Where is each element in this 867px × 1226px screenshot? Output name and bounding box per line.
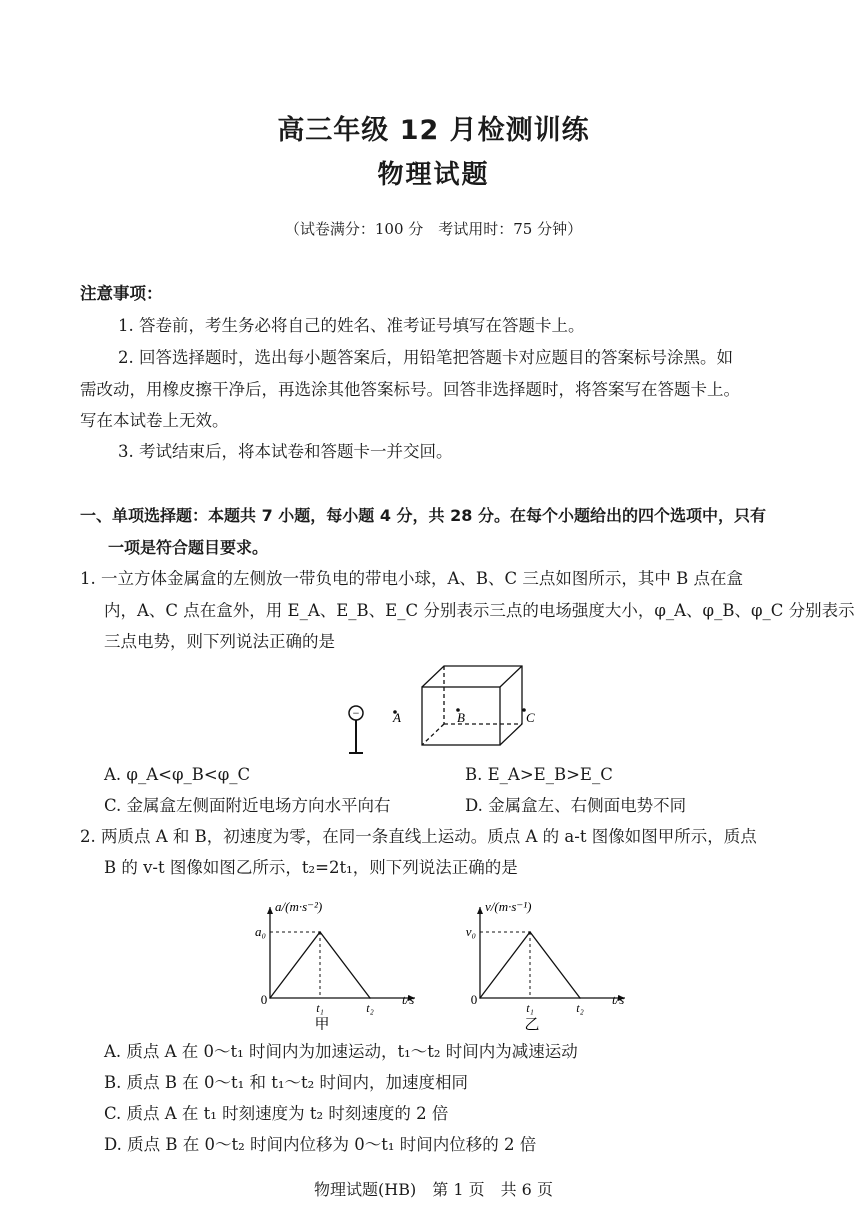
metal-box (422, 666, 522, 745)
charge-sign: − (352, 706, 360, 720)
exam-title: 高三年级 12 月检测训练 (277, 115, 590, 146)
section-1-heading-line-2: 一项是符合题目要求。 (108, 538, 269, 557)
q1-option-d: D. 金属盒左、右侧面电势不同 (465, 796, 687, 815)
q2-option-a: A. 质点 A 在 0～t₁ 时间内为加速运动，t₁～t₂ 时间内为减速运动 (104, 1042, 578, 1061)
q1-option-a: A. φ_A<φ_B<φ_C (104, 765, 251, 784)
q2-stem-line-2: B 的 v-t 图像如图乙所示，t₂=2t₁，则下列说法正确的是 (104, 858, 518, 877)
data-point (369, 997, 371, 999)
q1-stem-line-2: 内，A、C 点在盒外，用 E_A、E_B、E_C 分别表示三点的电场强度大小，φ_A、φ_B、φ_C 分别表示 (104, 601, 855, 620)
exam-info: （试卷满分：100 分 考试用时：75 分钟） (284, 220, 583, 238)
chart-yi (460, 895, 640, 1030)
point-a-label: A (393, 710, 401, 725)
q1-figure (340, 660, 560, 760)
chart-caption: 甲 (314, 1017, 330, 1030)
data-point (479, 997, 481, 999)
exam-subtitle: 物理试题 (377, 160, 490, 190)
x-axis-label: t/s (612, 992, 625, 1007)
y-tick-label: a₀ (254, 924, 266, 939)
x-tick-label: t₂ (576, 1001, 584, 1015)
x-tick-label: t₁ (316, 1001, 324, 1015)
y-axis-arrow (267, 907, 273, 914)
q1-option-b: B. E_A>E_B>E_C (465, 765, 613, 784)
notice-item-2-line-3: 写在本试卷上无效。 (80, 411, 229, 430)
point-b-label: B (457, 710, 465, 725)
y-axis-label: a/(m·s⁻²) (275, 899, 323, 914)
x-tick-label: t₂ (366, 1001, 374, 1015)
q1-stem-line-1: 1. 一立方体金属盒的左侧放一带负电的带电小球，A、B、C 三点如图所示，其中 B 点在盒 (80, 569, 744, 588)
notice-item-2-line-2: 需改动，用橡皮擦干净后，再选涂其他答案标号。回答非选择题时，将答案写在答题卡上。 (80, 380, 740, 399)
notice-item-1: 1. 答卷前，考生务必将自己的姓名、准考证号填写在答题卡上。 (118, 316, 585, 335)
data-point (269, 997, 271, 999)
q2-option-d: D. 质点 B 在 0～t₂ 时间内位移为 0～t₁ 时间内位移的 2 倍 (104, 1135, 537, 1154)
data-point (579, 997, 581, 999)
q2-option-c: C. 质点 A 在 t₁ 时刻速度为 t₂ 时刻速度的 2 倍 (104, 1104, 449, 1123)
point-c-label: C (526, 710, 535, 725)
notice-heading: 注意事项： (80, 284, 163, 303)
x-axis-label: t/s (402, 992, 415, 1007)
chart-caption: 乙 (524, 1017, 540, 1030)
notice-item-2-line-1: 2. 回答选择题时，选出每小题答案后，用铅笔把答题卡对应题目的答案标号涂黑。如 (118, 348, 733, 367)
origin-label: 0 (260, 992, 268, 1007)
section-1-heading-line-1: 一、单项选择题：本题共 7 小题，每小题 4 分，共 28 分。在每个小题给出的四个选项中，只有 (80, 506, 766, 525)
y-tick-label: v₀ (465, 924, 476, 939)
q2-stem-line-1: 2. 两质点 A 和 B，初速度为零，在同一条直线上运动。质点 A 的 a-t 图像如图甲所示，质点 (80, 827, 757, 846)
chart-jia (250, 895, 430, 1030)
notice-item-3: 3. 考试结束后，将本试卷和答题卡一并交回。 (118, 442, 453, 461)
origin-label: 0 (470, 992, 478, 1007)
y-axis-arrow (477, 907, 483, 914)
charge-ball (349, 706, 363, 753)
q1-stem-line-3: 三点电势，则下列说法正确的是 (104, 632, 335, 651)
q1-option-c: C. 金属盒左侧面附近电场方向水平向右 (104, 796, 391, 815)
x-tick-label: t₁ (526, 1001, 534, 1015)
page-footer: 物理试题(HB) 第 1 页 共 6 页 (314, 1180, 553, 1199)
q2-option-b: B. 质点 B 在 0～t₁ 和 t₁～t₂ 时间内，加速度相同 (104, 1073, 468, 1092)
y-axis-label: v/(m·s⁻¹) (485, 899, 532, 914)
